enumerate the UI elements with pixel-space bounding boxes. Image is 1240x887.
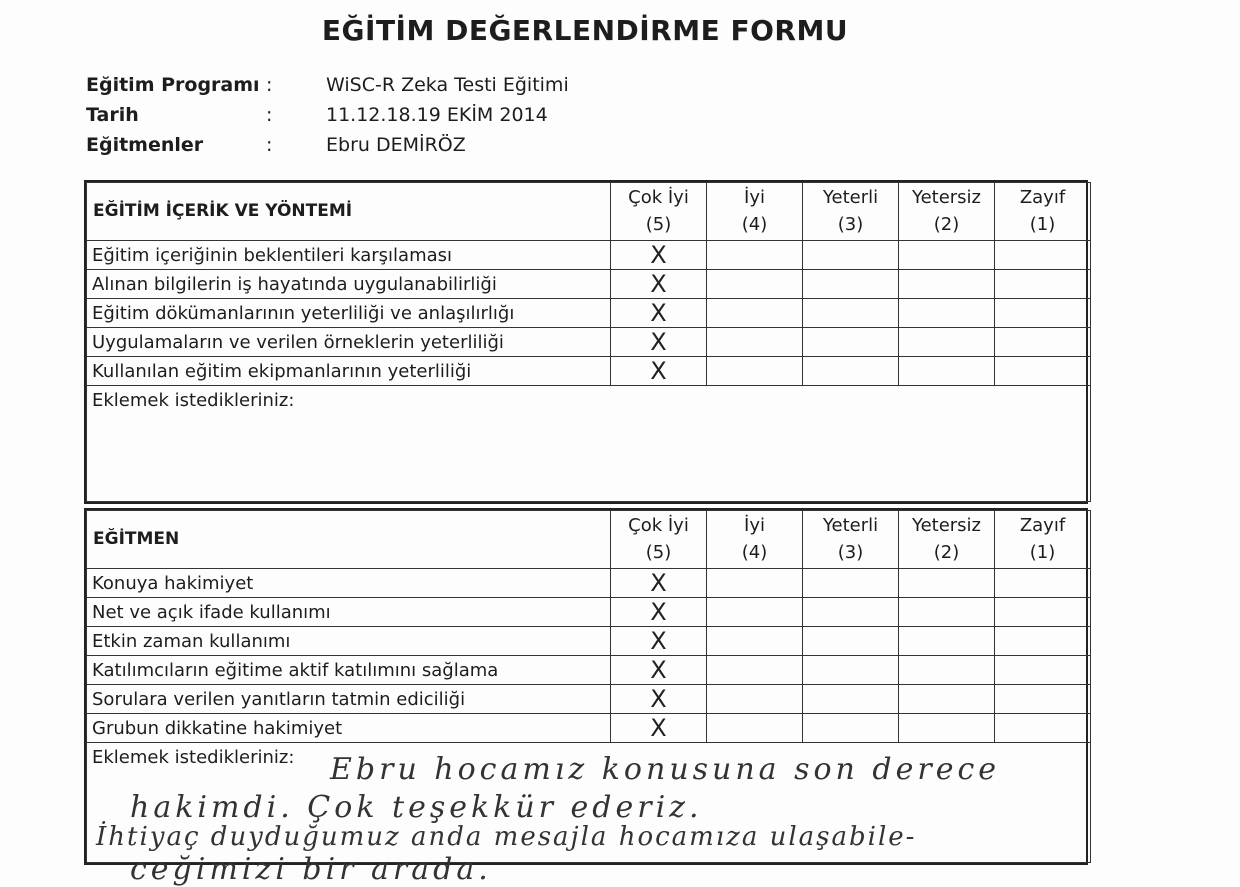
rating-cell-1[interactable] — [995, 598, 1091, 627]
rating-cell-2[interactable] — [899, 569, 995, 598]
rating-header-4: İyi (4) — [707, 511, 803, 569]
rating-header-3: Yeterli (3) — [803, 511, 899, 569]
rating-cell-5[interactable]: X — [611, 598, 707, 627]
meta-trainers — [86, 130, 569, 160]
rating-cell-4[interactable] — [707, 569, 803, 598]
rating-cell-2[interactable] — [899, 357, 995, 386]
meta-value: WiSC-R Zeka Testi Eğitimi — [326, 74, 569, 96]
handwritten-line: İhtiyaç duyduğumuz anda mesajla hocamıza ulaşabile- — [96, 822, 917, 852]
notes-label: Eklemek istedikleriniz: — [92, 390, 295, 411]
table-header-row — [87, 183, 1091, 241]
rating-cell-3[interactable] — [803, 598, 899, 627]
rating-cell-4[interactable] — [707, 598, 803, 627]
table-row — [87, 299, 1091, 328]
rating-cell-5[interactable]: X — [611, 328, 707, 357]
meta-date — [86, 100, 569, 130]
form-meta — [86, 70, 569, 160]
rating-cell-4[interactable] — [707, 685, 803, 714]
rating-cell-3[interactable] — [803, 328, 899, 357]
content-method-table — [84, 180, 1088, 504]
rating-cell-1[interactable] — [995, 656, 1091, 685]
rating-cell-4[interactable] — [707, 714, 803, 743]
criterion-label: Uygulamaların ve verilen örneklerin yeterliliği — [87, 328, 611, 357]
rating-cell-4[interactable] — [707, 656, 803, 685]
notes-field[interactable] — [87, 386, 1091, 502]
rating-cell-1[interactable] — [995, 270, 1091, 299]
rating-cell-3[interactable] — [803, 714, 899, 743]
rating-cell-1[interactable] — [995, 241, 1091, 270]
table-row — [87, 598, 1091, 627]
handwritten-line: ceğimizi bir arada. — [130, 852, 492, 887]
rating-cell-5[interactable]: X — [611, 685, 707, 714]
criterion-label: Net ve açık ifade kullanımı — [87, 598, 611, 627]
section-title: EĞİTMEN — [87, 511, 611, 569]
table-row — [87, 357, 1091, 386]
section-title: EĞİTİM İÇERİK VE YÖNTEMİ — [87, 183, 611, 241]
table-row — [87, 656, 1091, 685]
rating-cell-3[interactable] — [803, 357, 899, 386]
rating-header-3: Yeterli (3) — [803, 183, 899, 241]
criterion-label: Alınan bilgilerin iş hayatında uygulanabilirliği — [87, 270, 611, 299]
table-row — [87, 627, 1091, 656]
rating-header-1: Zayıf (1) — [995, 183, 1091, 241]
rating-cell-2[interactable] — [899, 270, 995, 299]
rating-cell-5[interactable]: X — [611, 656, 707, 685]
rating-cell-5[interactable]: X — [611, 270, 707, 299]
rating-cell-5[interactable]: X — [611, 357, 707, 386]
rating-cell-1[interactable] — [995, 714, 1091, 743]
handwritten-line: Ebru hocamız konusuna son derece — [330, 752, 1001, 787]
rating-cell-3[interactable] — [803, 241, 899, 270]
meta-label: Tarih — [86, 104, 139, 126]
rating-cell-1[interactable] — [995, 569, 1091, 598]
rating-cell-2[interactable] — [899, 714, 995, 743]
meta-value: 11.12.18.19 EKİM 2014 — [326, 104, 548, 126]
rating-cell-1[interactable] — [995, 685, 1091, 714]
handwritten-line: hakimdi. Çok teşekkür ederiz. — [130, 790, 703, 825]
criterion-label: Katılımcıların eğitime aktif katılımını sağlama — [87, 656, 611, 685]
table-row — [87, 241, 1091, 270]
meta-program — [86, 70, 569, 100]
table-row — [87, 569, 1091, 598]
rating-cell-1[interactable] — [995, 328, 1091, 357]
criterion-label: Eğitim içeriğinin beklentileri karşılaması — [87, 241, 611, 270]
rating-cell-4[interactable] — [707, 270, 803, 299]
rating-cell-1[interactable] — [995, 299, 1091, 328]
table-row — [87, 685, 1091, 714]
rating-cell-2[interactable] — [899, 656, 995, 685]
table-row — [87, 270, 1091, 299]
rating-cell-4[interactable] — [707, 357, 803, 386]
rating-cell-3[interactable] — [803, 685, 899, 714]
rating-cell-5[interactable]: X — [611, 241, 707, 270]
criterion-label: Eğitim dökümanlarının yeterliliği ve anlaşılırlığı — [87, 299, 611, 328]
rating-cell-4[interactable] — [707, 241, 803, 270]
meta-colon: : — [266, 134, 273, 156]
rating-cell-3[interactable] — [803, 299, 899, 328]
notes-row — [87, 386, 1091, 502]
rating-cell-3[interactable] — [803, 569, 899, 598]
table-row — [87, 714, 1091, 743]
criterion-label: Kullanılan eğitim ekipmanlarının yeterliliği — [87, 357, 611, 386]
table-row — [87, 328, 1091, 357]
rating-cell-4[interactable] — [707, 328, 803, 357]
rating-header-5: Çok İyi (5) — [611, 183, 707, 241]
criterion-label: Konuya hakimiyet — [87, 569, 611, 598]
meta-label: Eğitim Programı — [86, 74, 260, 96]
rating-cell-5[interactable]: X — [611, 299, 707, 328]
rating-cell-3[interactable] — [803, 270, 899, 299]
rating-cell-2[interactable] — [899, 299, 995, 328]
meta-colon: : — [266, 104, 273, 126]
form-title: EĞİTİM DEĞERLENDİRME FORMU — [321, 14, 849, 47]
notes-label: Eklemek istedikleriniz: — [92, 747, 295, 768]
criterion-label: Etkin zaman kullanımı — [87, 627, 611, 656]
rating-header-1: Zayıf (1) — [995, 511, 1091, 569]
meta-colon: : — [266, 74, 273, 96]
rating-cell-2[interactable] — [899, 685, 995, 714]
rating-cell-5[interactable]: X — [611, 569, 707, 598]
rating-cell-1[interactable] — [995, 627, 1091, 656]
criterion-label: Grubun dikkatine hakimiyet — [87, 714, 611, 743]
rating-cell-4[interactable] — [707, 627, 803, 656]
rating-header-5: Çok İyi (5) — [611, 511, 707, 569]
meta-label: Eğitmenler — [86, 134, 204, 156]
rating-cell-1[interactable] — [995, 357, 1091, 386]
rating-cell-4[interactable] — [707, 299, 803, 328]
rating-cell-2[interactable] — [899, 241, 995, 270]
rating-cell-2[interactable] — [899, 328, 995, 357]
rating-cell-3[interactable] — [803, 627, 899, 656]
rating-header-2: Yetersiz (2) — [899, 511, 995, 569]
rating-cell-5[interactable]: X — [611, 714, 707, 743]
table-header-row — [87, 511, 1091, 569]
criterion-label: Sorulara verilen yanıtların tatmin ediciliği — [87, 685, 611, 714]
rating-header-2: Yetersiz (2) — [899, 183, 995, 241]
rating-cell-2[interactable] — [899, 627, 995, 656]
rating-cell-2[interactable] — [899, 598, 995, 627]
meta-value: Ebru DEMİRÖZ — [326, 134, 466, 156]
rating-cell-5[interactable]: X — [611, 627, 707, 656]
rating-header-4: İyi (4) — [707, 183, 803, 241]
rating-cell-3[interactable] — [803, 656, 899, 685]
